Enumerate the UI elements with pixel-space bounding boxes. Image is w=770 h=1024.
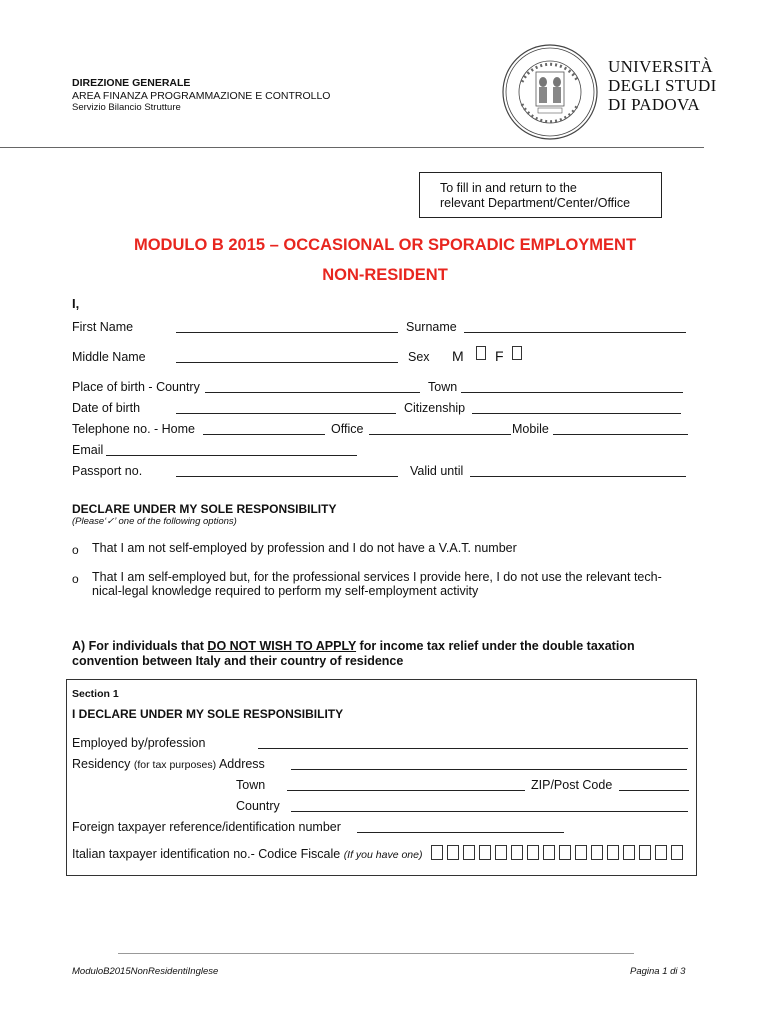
- country-field[interactable]: [291, 811, 688, 812]
- codice-fiscale-char-box[interactable]: [575, 845, 587, 860]
- section-1-town-field[interactable]: [287, 790, 525, 791]
- country-label: Country: [236, 799, 280, 813]
- section-a-heading: A) For individuals that DO NOT WISH TO APPLY for income tax relief under the double taxation: [72, 639, 635, 653]
- citizenship-label: Citizenship: [404, 401, 466, 415]
- option-1-text: That I am not self-employed by profession and I do not have a V.A.T. number: [92, 541, 517, 555]
- residency-label: Residency (for tax purposes) Address: [72, 757, 265, 771]
- sex-m-checkbox[interactable]: [476, 346, 486, 360]
- sex-label: Sex: [408, 350, 430, 364]
- telephone-office-field[interactable]: [369, 434, 511, 435]
- date-of-birth-label: Date of birth: [72, 401, 141, 415]
- email-label: Email: [72, 443, 104, 457]
- codice-fiscale-char-box[interactable]: [671, 845, 683, 860]
- citizenship-field[interactable]: [472, 413, 681, 414]
- telephone-office-label: Office: [331, 422, 364, 436]
- telephone-home-field[interactable]: [203, 434, 325, 435]
- codice-fiscale-char-box[interactable]: [447, 845, 459, 860]
- form-subtitle: NON-RESIDENT: [322, 266, 448, 284]
- telephone-home-label: Telephone no. - Home: [72, 422, 195, 436]
- section-1-town-label: Town: [236, 778, 266, 792]
- option-2-text-line2: nical-legal knowledge required to perform my self-employment activity: [92, 584, 479, 598]
- university-name: UNIVERSITÀ DEGLI STUDI DI PADOVA: [608, 57, 717, 114]
- foreign-ref-field[interactable]: [357, 832, 564, 833]
- codice-fiscale-char-box[interactable]: [511, 845, 523, 860]
- employed-label: Employed by/profession: [72, 736, 206, 750]
- codice-fiscale-char-box[interactable]: [623, 845, 635, 860]
- option-2-text-line1: That I am self-employed but, for the professional services I provide here, I do not use the relevant tech-: [92, 570, 662, 584]
- valid-until-label: Valid until: [410, 464, 464, 478]
- codice-fiscale-char-box[interactable]: [495, 845, 507, 860]
- employed-field[interactable]: [258, 748, 688, 749]
- place-of-birth-field[interactable]: [205, 392, 420, 393]
- area-name: AREA FINANZA PROGRAMMAZIONE E CONTROLLO: [72, 90, 331, 102]
- declare-note: (Please‘✓’ one of the following options): [72, 516, 237, 527]
- date-of-birth-field[interactable]: [176, 413, 396, 414]
- zip-label: ZIP/Post Code: [531, 778, 613, 792]
- middle-name-label: Middle Name: [72, 350, 146, 364]
- codice-fiscale-char-box[interactable]: [431, 845, 443, 860]
- italian-id-label: Italian taxpayer identification no.- Codice Fiscale (If you have one): [72, 847, 423, 861]
- notice-box: To fill in and return to the relevant Department/Center/Office: [419, 172, 662, 218]
- codice-fiscale-char-box[interactable]: [607, 845, 619, 860]
- sex-f-label: F: [495, 348, 504, 364]
- university-seal-icon: [500, 42, 600, 142]
- zip-field[interactable]: [619, 790, 689, 791]
- header-divider: [0, 147, 704, 148]
- intro-text: I,: [72, 296, 80, 311]
- foreign-ref-label: Foreign taxpayer reference/identification number: [72, 820, 341, 834]
- valid-until-field[interactable]: [470, 476, 686, 477]
- codice-fiscale-char-box[interactable]: [559, 845, 571, 860]
- sex-f-checkbox[interactable]: [512, 346, 522, 360]
- first-name-field[interactable]: [176, 332, 398, 333]
- codice-fiscale-char-box[interactable]: [655, 845, 667, 860]
- codice-fiscale-char-box[interactable]: [591, 845, 603, 860]
- town-label: Town: [428, 380, 458, 394]
- codice-fiscale-char-box[interactable]: [463, 845, 475, 860]
- section-1-label: Section 1: [72, 688, 119, 700]
- place-of-birth-label: Place of birth - Country: [72, 380, 200, 394]
- section-a-heading-line2: convention between Italy and their country of residence: [72, 654, 404, 668]
- form-title: MODULO B 2015 – OCCASIONAL OR SPORADIC EMPLOYMENT: [133, 236, 637, 254]
- footer-divider: [118, 953, 634, 954]
- surname-field[interactable]: [464, 332, 686, 333]
- service-name: Servizio Bilancio Strutture: [72, 102, 181, 113]
- codice-fiscale-char-box[interactable]: [527, 845, 539, 860]
- declare-heading: DECLARE UNDER MY SOLE RESPONSIBILITY: [72, 502, 337, 516]
- footer-page-number: Pagina 1 di 3: [630, 966, 686, 977]
- middle-name-field[interactable]: [176, 362, 398, 363]
- town-field[interactable]: [461, 392, 683, 393]
- footer-doc-name: ModuloB2015NonResidentiInglese: [72, 966, 219, 977]
- passport-label: Passport no.: [72, 464, 143, 478]
- department-name: DIREZIONE GENERALE: [72, 77, 191, 89]
- option-2-radio[interactable]: o: [72, 572, 79, 586]
- codice-fiscale-char-box[interactable]: [479, 845, 491, 860]
- address-field[interactable]: [291, 769, 687, 770]
- email-field[interactable]: [106, 455, 357, 456]
- surname-label: Surname: [406, 320, 457, 334]
- mobile-label: Mobile: [512, 422, 549, 436]
- first-name-label: First Name: [72, 320, 134, 334]
- codice-fiscale-char-box[interactable]: [543, 845, 555, 860]
- mobile-field[interactable]: [553, 434, 688, 435]
- option-1-radio[interactable]: o: [72, 543, 79, 557]
- sex-m-label: M: [452, 348, 464, 364]
- codice-fiscale-char-box[interactable]: [639, 845, 651, 860]
- passport-field[interactable]: [176, 476, 398, 477]
- section-1-heading: I DECLARE UNDER MY SOLE RESPONSIBILITY: [72, 707, 344, 721]
